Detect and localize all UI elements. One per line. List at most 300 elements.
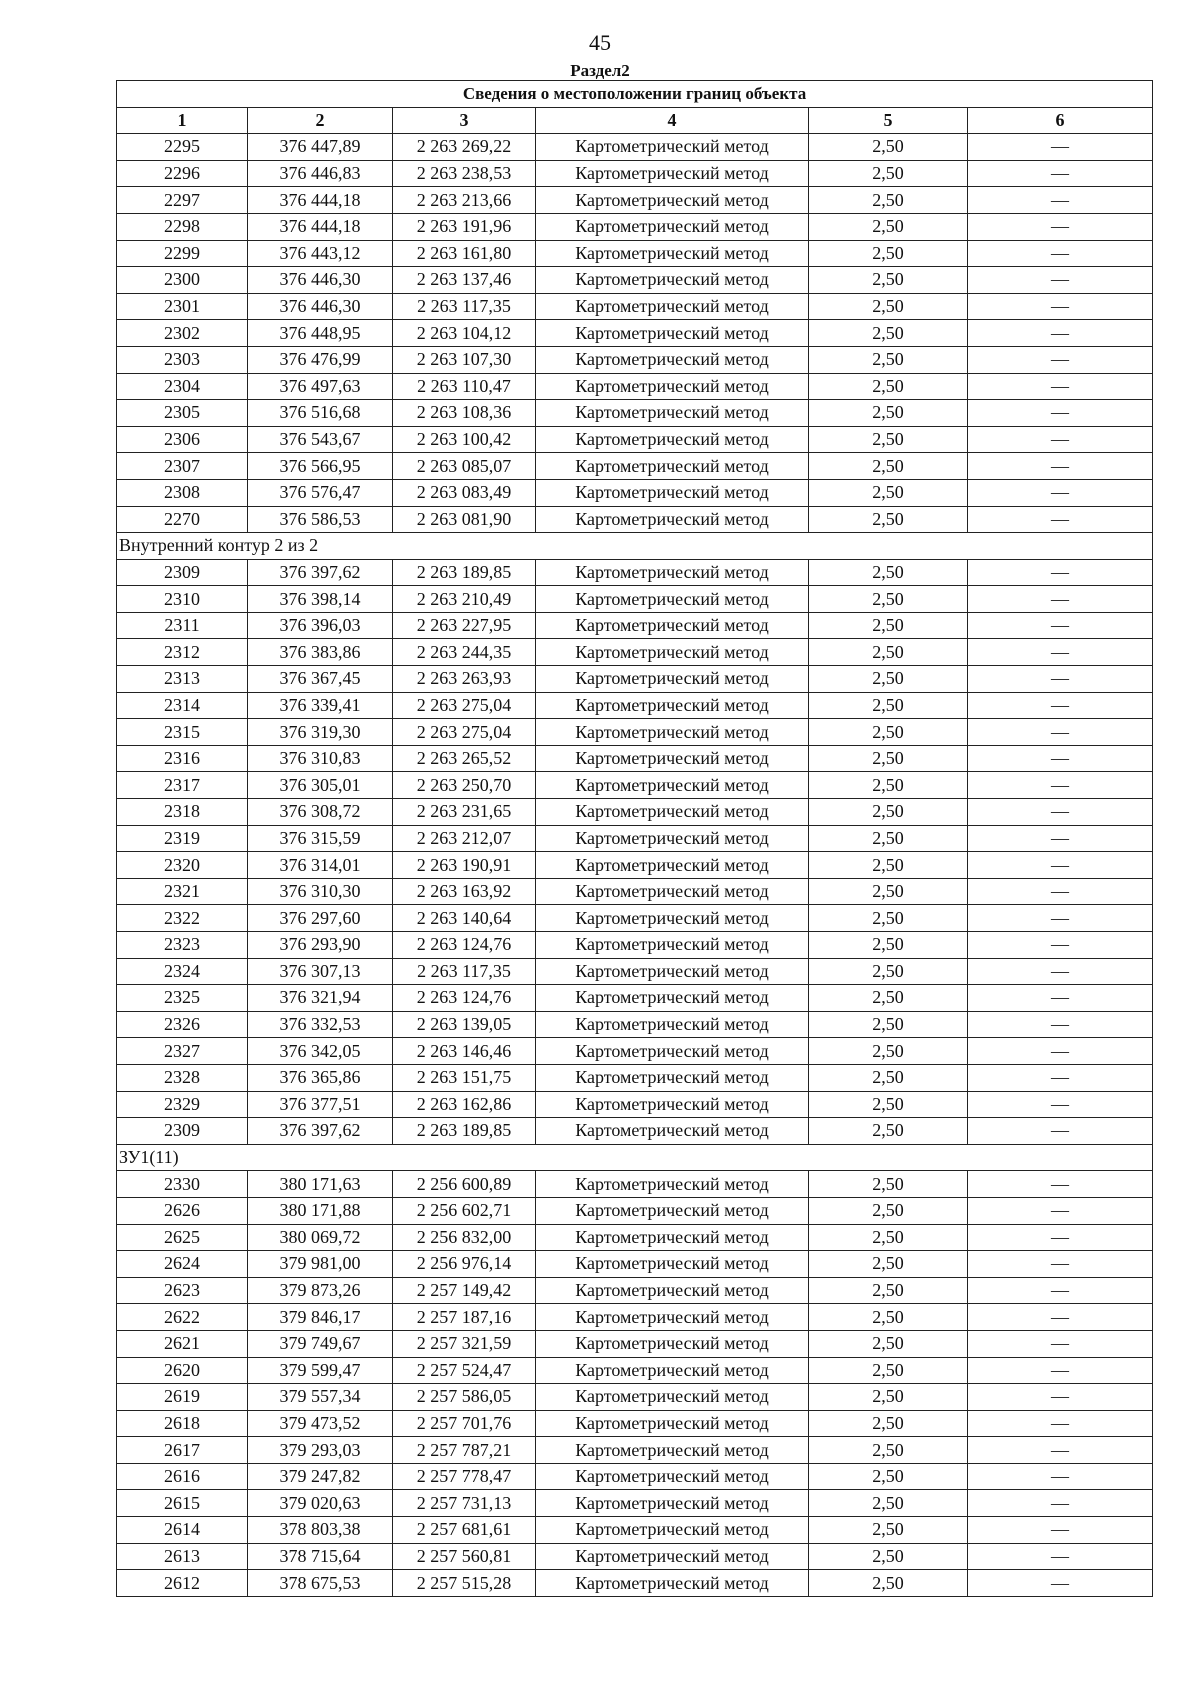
table-cell: — xyxy=(968,745,1153,772)
table-cell: 2307 xyxy=(117,453,248,480)
table-cell: — xyxy=(968,1171,1153,1198)
table-cell: 379 293,03 xyxy=(248,1437,393,1464)
table-cell: 379 557,34 xyxy=(248,1384,393,1411)
table-row xyxy=(117,666,1153,693)
table-cell: 2,50 xyxy=(809,825,968,852)
table-cell: 2,50 xyxy=(809,1064,968,1091)
table-cell: 2 263 265,52 xyxy=(393,745,536,772)
table-cell: 376 342,05 xyxy=(248,1038,393,1065)
table-cell: 2304 xyxy=(117,373,248,400)
table-cell: 2318 xyxy=(117,799,248,826)
table-cell: Картометрический метод xyxy=(536,1463,809,1490)
table-row xyxy=(117,1091,1153,1118)
table-cell: — xyxy=(968,772,1153,799)
table-cell: 376 315,59 xyxy=(248,825,393,852)
table-cell: 2,50 xyxy=(809,745,968,772)
table-cell: Картометрический метод xyxy=(536,1011,809,1038)
table-cell: 376 586,53 xyxy=(248,506,393,533)
table-cell: 379 846,17 xyxy=(248,1304,393,1331)
table-cell: Картометрический метод xyxy=(536,187,809,214)
table-cell: 2,50 xyxy=(809,1517,968,1544)
table-cell: 2299 xyxy=(117,240,248,267)
table-cell: 2325 xyxy=(117,985,248,1012)
table-cell: Картометрический метод xyxy=(536,240,809,267)
table-cell: 2,50 xyxy=(809,1011,968,1038)
table-row xyxy=(117,878,1153,905)
table-cell: 380 069,72 xyxy=(248,1224,393,1251)
table-cell: Картометрический метод xyxy=(536,878,809,905)
table-cell: 2,50 xyxy=(809,1570,968,1597)
table-cell: 2314 xyxy=(117,692,248,719)
table-cell: Картометрический метод xyxy=(536,825,809,852)
table-cell: 2 263 085,07 xyxy=(393,453,536,480)
table-cell: — xyxy=(968,1197,1153,1224)
table-cell: Картометрический метод xyxy=(536,267,809,294)
table-cell: 2,50 xyxy=(809,293,968,320)
contour-section-row xyxy=(117,1144,1153,1171)
table-cell: 2 263 269,22 xyxy=(393,134,536,161)
table-cell: 2,50 xyxy=(809,1543,968,1570)
table-cell: 2 263 124,76 xyxy=(393,932,536,959)
table-cell: — xyxy=(968,320,1153,347)
table-row xyxy=(117,612,1153,639)
table-cell: — xyxy=(968,1304,1153,1331)
table-cell: — xyxy=(968,1277,1153,1304)
table-cell: 2,50 xyxy=(809,692,968,719)
table-cell: Картометрический метод xyxy=(536,400,809,427)
table-cell: 2 263 140,64 xyxy=(393,905,536,932)
table-row xyxy=(117,240,1153,267)
table-cell: 2615 xyxy=(117,1490,248,1517)
table-cell: 380 171,88 xyxy=(248,1197,393,1224)
table-cell: 2 263 163,92 xyxy=(393,878,536,905)
table-cell: — xyxy=(968,985,1153,1012)
table-cell: 2,50 xyxy=(809,559,968,586)
table-cell: Картометрический метод xyxy=(536,320,809,347)
table-row xyxy=(117,745,1153,772)
table-cell: — xyxy=(968,293,1153,320)
table-cell: 379 599,47 xyxy=(248,1357,393,1384)
table-cell: 2 263 275,04 xyxy=(393,719,536,746)
table-cell: — xyxy=(968,400,1153,427)
table-cell: 2,50 xyxy=(809,479,968,506)
table-row xyxy=(117,719,1153,746)
table-cell: 2625 xyxy=(117,1224,248,1251)
table-row xyxy=(117,1277,1153,1304)
table-cell: 2,50 xyxy=(809,320,968,347)
table-cell: Картометрический метод xyxy=(536,1171,809,1198)
table-cell: — xyxy=(968,160,1153,187)
table-cell: 2311 xyxy=(117,612,248,639)
table-cell: 2295 xyxy=(117,134,248,161)
table-cell: — xyxy=(968,506,1153,533)
table-cell: 2 256 600,89 xyxy=(393,1171,536,1198)
table-cell: 2,50 xyxy=(809,639,968,666)
table-cell: — xyxy=(968,799,1153,826)
table-cell: 376 310,30 xyxy=(248,878,393,905)
table-cell: 2,50 xyxy=(809,719,968,746)
table-cell: 2 263 227,95 xyxy=(393,612,536,639)
table-cell: 2302 xyxy=(117,320,248,347)
column-header: 1 xyxy=(117,107,248,134)
table-cell: 379 749,67 xyxy=(248,1330,393,1357)
table-cell: Картометрический метод xyxy=(536,1410,809,1437)
table-cell: — xyxy=(968,852,1153,879)
table-cell: 2 263 162,86 xyxy=(393,1091,536,1118)
table-cell: 2 263 117,35 xyxy=(393,958,536,985)
table-row xyxy=(117,932,1153,959)
table-cell: Картометрический метод xyxy=(536,1251,809,1278)
table-cell: 2,50 xyxy=(809,852,968,879)
table-cell: 2,50 xyxy=(809,1384,968,1411)
table-cell: 2 263 104,12 xyxy=(393,320,536,347)
table-row xyxy=(117,1437,1153,1464)
table-cell: 2305 xyxy=(117,400,248,427)
table-cell: Картометрический метод xyxy=(536,479,809,506)
table-cell: 2329 xyxy=(117,1091,248,1118)
table-cell: — xyxy=(968,639,1153,666)
table-cell: Картометрический метод xyxy=(536,772,809,799)
table-cell: — xyxy=(968,373,1153,400)
table-cell: 2 263 110,47 xyxy=(393,373,536,400)
table-row xyxy=(117,346,1153,373)
table-cell: 376 339,41 xyxy=(248,692,393,719)
table-cell: 376 443,12 xyxy=(248,240,393,267)
table-cell: Картометрический метод xyxy=(536,692,809,719)
table-row xyxy=(117,1357,1153,1384)
table-cell: Картометрический метод xyxy=(536,905,809,932)
table-cell: 2,50 xyxy=(809,1330,968,1357)
table-row xyxy=(117,293,1153,320)
table-cell: 2620 xyxy=(117,1357,248,1384)
table-row xyxy=(117,1490,1153,1517)
table-cell: 2617 xyxy=(117,1437,248,1464)
table-cell: 2326 xyxy=(117,1011,248,1038)
table-cell: Картометрический метод xyxy=(536,293,809,320)
table-cell: Картометрический метод xyxy=(536,346,809,373)
table-cell: 2 257 321,59 xyxy=(393,1330,536,1357)
table-cell: 376 314,01 xyxy=(248,852,393,879)
table-caption: Сведения о местоположении границ объекта xyxy=(117,81,1153,108)
table-cell: 379 981,00 xyxy=(248,1251,393,1278)
table-cell: 2327 xyxy=(117,1038,248,1065)
table-cell: 2,50 xyxy=(809,878,968,905)
table-cell: 2623 xyxy=(117,1277,248,1304)
table-cell: 376 305,01 xyxy=(248,772,393,799)
table-cell: 2 263 275,04 xyxy=(393,692,536,719)
table-cell: — xyxy=(968,479,1153,506)
table-row xyxy=(117,1064,1153,1091)
table-cell: — xyxy=(968,187,1153,214)
table-cell: — xyxy=(968,1011,1153,1038)
table-cell: 379 873,26 xyxy=(248,1277,393,1304)
table-cell: 376 365,86 xyxy=(248,1064,393,1091)
table-cell: Картометрический метод xyxy=(536,932,809,959)
table-cell: 2,50 xyxy=(809,1277,968,1304)
table-cell: 2,50 xyxy=(809,426,968,453)
table-cell: Картометрический метод xyxy=(536,1091,809,1118)
table-cell: Картометрический метод xyxy=(536,1197,809,1224)
table-cell: 376 297,60 xyxy=(248,905,393,932)
table-cell: 376 446,30 xyxy=(248,293,393,320)
table-cell: — xyxy=(968,666,1153,693)
table-cell: 2303 xyxy=(117,346,248,373)
table-cell: 2,50 xyxy=(809,1463,968,1490)
table-cell: 2622 xyxy=(117,1304,248,1331)
table-cell: — xyxy=(968,426,1153,453)
table-cell: 2,50 xyxy=(809,453,968,480)
table-row xyxy=(117,213,1153,240)
table-cell: 2,50 xyxy=(809,240,968,267)
table-cell: 2,50 xyxy=(809,1118,968,1145)
table-cell: Картометрический метод xyxy=(536,373,809,400)
table-cell: 2 263 108,36 xyxy=(393,400,536,427)
table-cell: — xyxy=(968,825,1153,852)
table-cell: — xyxy=(968,1357,1153,1384)
table-cell: — xyxy=(968,958,1153,985)
table-cell: 2 257 681,61 xyxy=(393,1517,536,1544)
table-cell: 2 263 117,35 xyxy=(393,293,536,320)
table-row xyxy=(117,134,1153,161)
table-cell: 380 171,63 xyxy=(248,1171,393,1198)
table-cell: 2,50 xyxy=(809,666,968,693)
table-cell: 376 377,51 xyxy=(248,1091,393,1118)
table-cell: 2626 xyxy=(117,1197,248,1224)
table-cell: 2309 xyxy=(117,559,248,586)
table-cell: Картометрический метод xyxy=(536,134,809,161)
table-row xyxy=(117,559,1153,586)
table-cell: — xyxy=(968,213,1153,240)
table-cell: 2,50 xyxy=(809,1357,968,1384)
table-cell: 2,50 xyxy=(809,346,968,373)
table-cell: 2312 xyxy=(117,639,248,666)
table-cell: 2,50 xyxy=(809,1410,968,1437)
table-cell: 2,50 xyxy=(809,1490,968,1517)
table-cell: 376 476,99 xyxy=(248,346,393,373)
table-cell: 376 497,63 xyxy=(248,373,393,400)
table-cell: 2,50 xyxy=(809,772,968,799)
table-cell: 2612 xyxy=(117,1570,248,1597)
table-row xyxy=(117,1011,1153,1038)
table-cell: Картометрический метод xyxy=(536,985,809,1012)
table-cell: 376 444,18 xyxy=(248,187,393,214)
table-cell: — xyxy=(968,586,1153,613)
table-cell: 2,50 xyxy=(809,1224,968,1251)
table-cell: Картометрический метод xyxy=(536,958,809,985)
table-cell: Картометрический метод xyxy=(536,745,809,772)
table-cell: 2,50 xyxy=(809,187,968,214)
table-cell: 378 715,64 xyxy=(248,1543,393,1570)
table-row xyxy=(117,1224,1153,1251)
table-cell: 2 263 212,07 xyxy=(393,825,536,852)
table-cell: Картометрический метод xyxy=(536,1437,809,1464)
table-row xyxy=(117,1330,1153,1357)
table-cell: 2,50 xyxy=(809,932,968,959)
table-cell: 2,50 xyxy=(809,373,968,400)
table-cell: — xyxy=(968,692,1153,719)
table-cell: 2,50 xyxy=(809,1251,968,1278)
table-cell: 2322 xyxy=(117,905,248,932)
table-cell: 2324 xyxy=(117,958,248,985)
table-cell: 2,50 xyxy=(809,267,968,294)
table-cell: — xyxy=(968,559,1153,586)
table-cell: — xyxy=(968,719,1153,746)
table-cell: 376 308,72 xyxy=(248,799,393,826)
table-row xyxy=(117,1304,1153,1331)
table-row xyxy=(117,267,1153,294)
table-cell: 2,50 xyxy=(809,799,968,826)
table-row xyxy=(117,320,1153,347)
table-row xyxy=(117,373,1153,400)
table-cell: — xyxy=(968,240,1153,267)
table-cell: Картометрический метод xyxy=(536,852,809,879)
table-cell: 376 321,94 xyxy=(248,985,393,1012)
table-cell: 2298 xyxy=(117,213,248,240)
table-cell: 376 576,47 xyxy=(248,479,393,506)
table-cell: 376 397,62 xyxy=(248,1118,393,1145)
table-cell: 2 263 139,05 xyxy=(393,1011,536,1038)
table-cell: 376 383,86 xyxy=(248,639,393,666)
table-cell: — xyxy=(968,932,1153,959)
table-cell: Картометрический метод xyxy=(536,1038,809,1065)
table-row xyxy=(117,639,1153,666)
table-cell: — xyxy=(968,1118,1153,1145)
table-cell: 379 473,52 xyxy=(248,1410,393,1437)
table-cell: 2 263 189,85 xyxy=(393,1118,536,1145)
table-cell: Картометрический метод xyxy=(536,1224,809,1251)
table-cell: 2614 xyxy=(117,1517,248,1544)
table-row xyxy=(117,985,1153,1012)
contour-section-label: ЗУ1(11) xyxy=(117,1144,1153,1171)
table-cell: 2,50 xyxy=(809,1437,968,1464)
table-cell: 2 263 238,53 xyxy=(393,160,536,187)
table-row xyxy=(117,479,1153,506)
table-cell: 2297 xyxy=(117,187,248,214)
table-row xyxy=(117,825,1153,852)
table-cell: — xyxy=(968,1038,1153,1065)
table-cell: 2616 xyxy=(117,1463,248,1490)
column-header: 6 xyxy=(968,107,1153,134)
table-cell: Картометрический метод xyxy=(536,1384,809,1411)
table-cell: Картометрический метод xyxy=(536,506,809,533)
table-cell: Картометрический метод xyxy=(536,799,809,826)
table-cell: 2,50 xyxy=(809,400,968,427)
table-cell: Картометрический метод xyxy=(536,1490,809,1517)
table-cell: 376 396,03 xyxy=(248,612,393,639)
table-cell: 378 803,38 xyxy=(248,1517,393,1544)
table-row xyxy=(117,1118,1153,1145)
table-row xyxy=(117,1171,1153,1198)
table-cell: — xyxy=(968,878,1153,905)
table-cell: 2 263 137,46 xyxy=(393,267,536,294)
table-cell: 2296 xyxy=(117,160,248,187)
table-cell: 376 367,45 xyxy=(248,666,393,693)
table-row xyxy=(117,1570,1153,1597)
table-cell: Картометрический метод xyxy=(536,586,809,613)
table-cell: 2 256 832,00 xyxy=(393,1224,536,1251)
table-cell: 376 293,90 xyxy=(248,932,393,959)
table-cell: 2619 xyxy=(117,1384,248,1411)
table-cell: Картометрический метод xyxy=(536,559,809,586)
table-cell: 2 256 602,71 xyxy=(393,1197,536,1224)
table-cell: Картометрический метод xyxy=(536,1118,809,1145)
table-cell: Картометрический метод xyxy=(536,453,809,480)
table-row xyxy=(117,1543,1153,1570)
table-cell: 2,50 xyxy=(809,134,968,161)
table-cell: — xyxy=(968,1517,1153,1544)
table-cell: — xyxy=(968,1224,1153,1251)
table-cell: — xyxy=(968,1251,1153,1278)
table-cell: 2 263 191,96 xyxy=(393,213,536,240)
table-row xyxy=(117,1463,1153,1490)
table-cell: 2 263 107,30 xyxy=(393,346,536,373)
table-row xyxy=(117,160,1153,187)
table-cell: — xyxy=(968,1463,1153,1490)
table-cell: 379 020,63 xyxy=(248,1490,393,1517)
column-header: 3 xyxy=(393,107,536,134)
table-cell: 2321 xyxy=(117,878,248,905)
table-cell: Картометрический метод xyxy=(536,1357,809,1384)
table-cell: Картометрический метод xyxy=(536,1517,809,1544)
table-cell: 2 263 231,65 xyxy=(393,799,536,826)
table-cell: 2323 xyxy=(117,932,248,959)
table-cell: 2 257 149,42 xyxy=(393,1277,536,1304)
table-cell: 2,50 xyxy=(809,506,968,533)
table-cell: 376 516,68 xyxy=(248,400,393,427)
table-cell: 2330 xyxy=(117,1171,248,1198)
table-cell: 2 263 210,49 xyxy=(393,586,536,613)
table-row xyxy=(117,586,1153,613)
table-cell: Картометрический метод xyxy=(536,1330,809,1357)
table-cell: — xyxy=(968,267,1153,294)
table-cell: 376 398,14 xyxy=(248,586,393,613)
table-row xyxy=(117,1517,1153,1544)
table-cell: 2 263 263,93 xyxy=(393,666,536,693)
table-cell: 2300 xyxy=(117,267,248,294)
table-cell: Картометрический метод xyxy=(536,612,809,639)
table-cell: 2306 xyxy=(117,426,248,453)
table-row xyxy=(117,1197,1153,1224)
table-cell: 376 307,13 xyxy=(248,958,393,985)
table-cell: 2270 xyxy=(117,506,248,533)
boundary-coordinates-table xyxy=(116,80,1153,1597)
table-cell: 2,50 xyxy=(809,1171,968,1198)
table-cell: 2308 xyxy=(117,479,248,506)
table-cell: 2 256 976,14 xyxy=(393,1251,536,1278)
column-header: 5 xyxy=(809,107,968,134)
table-cell: 2 257 731,13 xyxy=(393,1490,536,1517)
table-row xyxy=(117,905,1153,932)
table-cell: 379 247,82 xyxy=(248,1463,393,1490)
table-cell: 2 257 187,16 xyxy=(393,1304,536,1331)
table-cell: Картометрический метод xyxy=(536,1064,809,1091)
table-cell: 376 566,95 xyxy=(248,453,393,480)
page-number: 45 xyxy=(589,30,611,55)
table-cell: 2 263 244,35 xyxy=(393,639,536,666)
table-cell: Картометрический метод xyxy=(536,666,809,693)
table-cell: 376 310,83 xyxy=(248,745,393,772)
table-cell: Картометрический метод xyxy=(536,1543,809,1570)
table-cell: Картометрический метод xyxy=(536,160,809,187)
table-cell: 376 397,62 xyxy=(248,559,393,586)
table-cell: — xyxy=(968,1490,1153,1517)
table-cell: 2319 xyxy=(117,825,248,852)
table-cell: — xyxy=(968,1064,1153,1091)
table-cell: — xyxy=(968,453,1153,480)
table-cell: 2315 xyxy=(117,719,248,746)
table-cell: 2 263 083,49 xyxy=(393,479,536,506)
table-cell: — xyxy=(968,1570,1153,1597)
